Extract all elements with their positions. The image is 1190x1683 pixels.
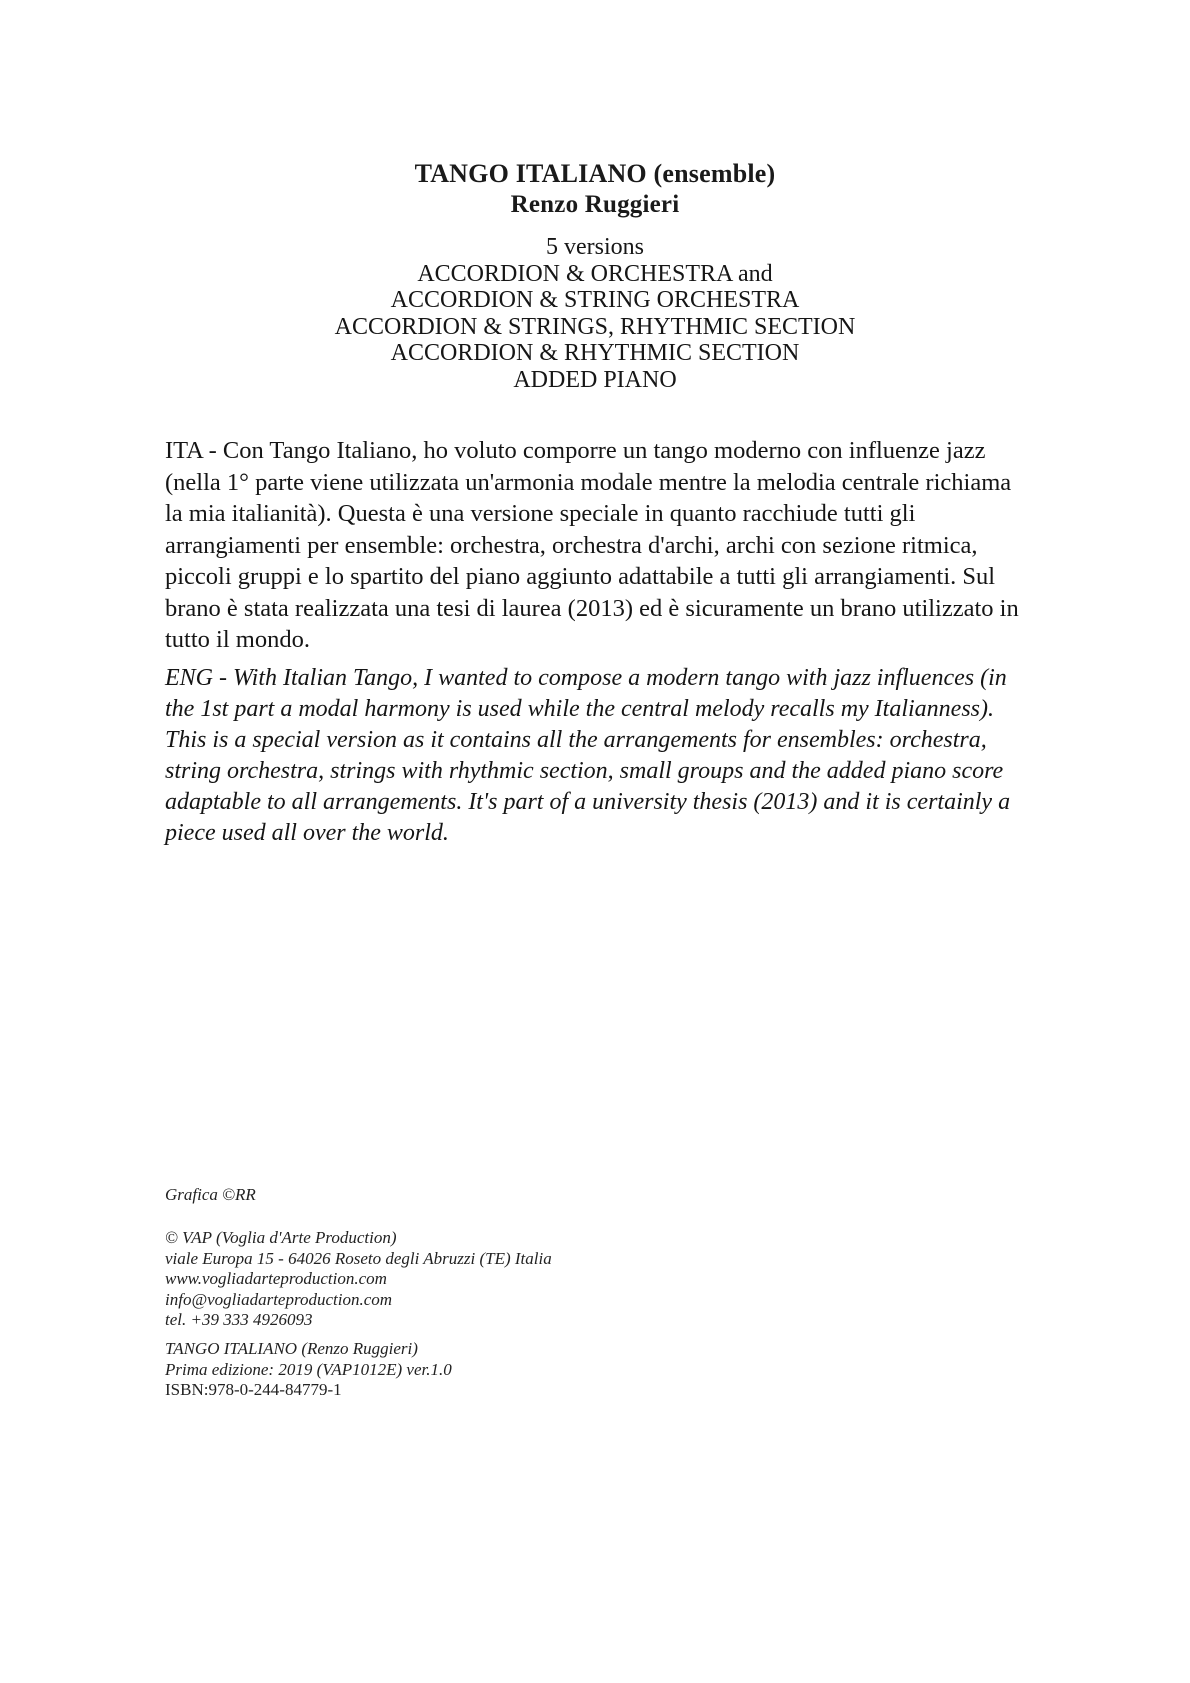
publisher-phone: tel. +39 333 4926093 bbox=[165, 1310, 313, 1329]
description-english: ENG - With Italian Tango, I wanted to compose a modern tango with jazz influences (in the 1st part a modal harmony is used while the central melody recalls my Italianness). This is a special version as it contains all the arrangements for ensembles: orchestra, string orchestra, strings with rhythmic section, small groups and the added piano score adaptable to all arrangements. It's part of a university thesis (2013) and it is certainly a piece used all over the world. bbox=[165, 665, 1011, 846]
version-item-4: ACCORDION & RHYTHMIC SECTION bbox=[390, 340, 800, 366]
publisher-address: viale Europa 15 - 64026 Roseto degli Abruzzi (TE) Italia bbox=[165, 1248, 552, 1268]
composer-name: Renzo Ruggieri bbox=[510, 191, 680, 218]
edition-work: TANGO ITALIANO (Renzo Ruggieri) bbox=[165, 1339, 418, 1358]
page-title: TANGO ITALIANO (ensemble) bbox=[414, 159, 776, 188]
graphics-credit: Grafica ©RR bbox=[165, 1185, 256, 1204]
edition-block bbox=[165, 1339, 965, 1401]
edition-printing: Prima edizione: 2019 (VAP1012E) ver.1.0 bbox=[165, 1359, 452, 1379]
publisher-block bbox=[165, 1228, 965, 1331]
versions-block bbox=[0, 234, 1190, 393]
version-item-5: ADDED PIANO bbox=[513, 366, 677, 393]
version-item-1: ACCORDION & ORCHESTRA and bbox=[417, 260, 773, 287]
title-block bbox=[0, 158, 1190, 220]
edition-isbn: ISBN:978-0-244-84779-1 bbox=[165, 1380, 342, 1399]
publisher-name: © VAP (Voglia d'Arte Production) bbox=[165, 1228, 397, 1247]
publisher-website: www.vogliadarteproduction.com bbox=[165, 1269, 387, 1288]
description-italian: ITA - Con Tango Italiano, ho voluto comporre un tango moderno con influenze jazz (nella 1° parte viene utilizzata un'armonia modale mentre la melodia centrale richiama la mia italianità). Questa è una versione speciale in quanto racchiude tutti gli arrangiamenti per ensemble: orchestra, orchestra d'archi, archi con sezione ritmica, piccoli gruppi e lo spartito del piano aggiunto adattabile a tutti gli arrangiamenti. Sul brano è stata realizzata una tesi di laurea (2013) ed è sicuramente un brano utilizzato in tutto il mondo. bbox=[165, 437, 1019, 653]
version-item-2: ACCORDION & STRING ORCHESTRA bbox=[390, 287, 800, 313]
versions-count: 5 versions bbox=[546, 234, 644, 260]
version-item-3: ACCORDION & STRINGS, RHYTHMIC SECTION bbox=[334, 313, 856, 340]
publisher-email: info@vogliadarteproduction.com bbox=[165, 1289, 393, 1309]
